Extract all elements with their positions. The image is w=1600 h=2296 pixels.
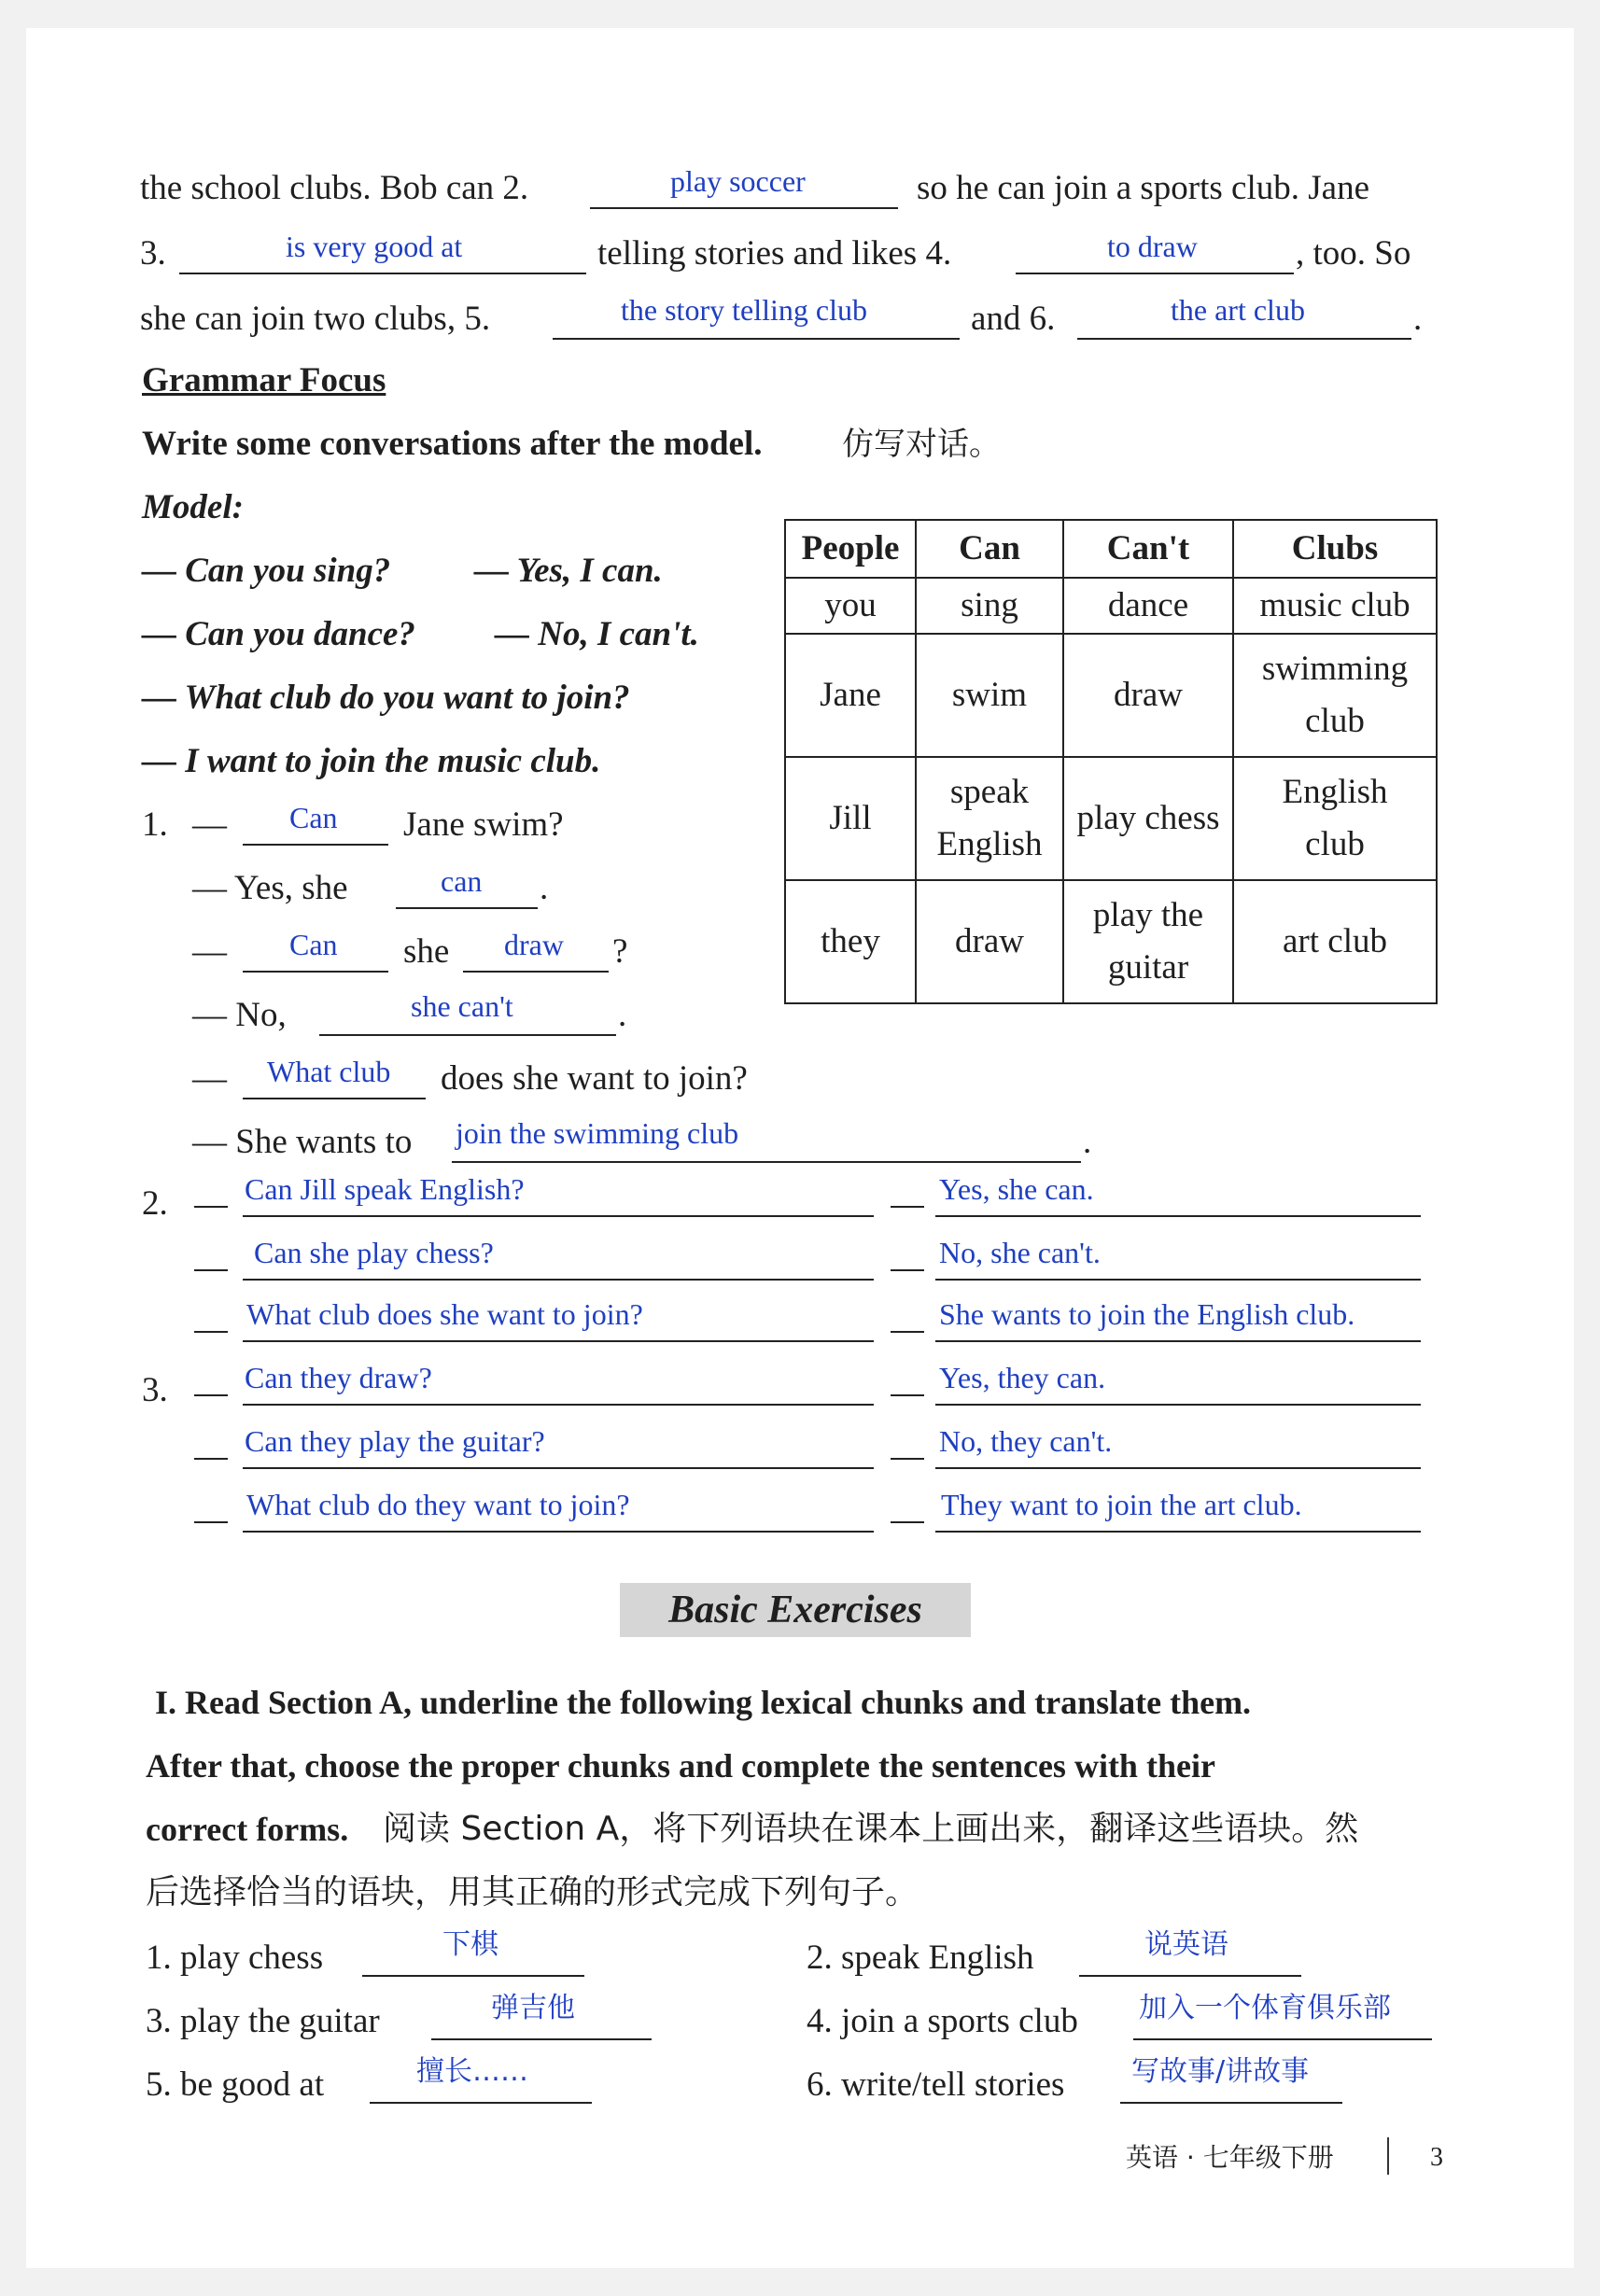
ex1-line3-q: ? [612, 932, 628, 971]
ex1-answer-4: draw [504, 928, 564, 961]
ex1-line6-dot: . [1083, 1123, 1092, 1161]
model-q1: — Can you sing? [142, 552, 391, 590]
passage-line1-b: so he can join a sports club. Jane [917, 169, 1369, 207]
answer-3: is very good at [286, 230, 463, 263]
chunk-blank-2[interactable] [1079, 1975, 1301, 1977]
model-a1: — Yes, I can. [474, 552, 663, 590]
chunk-answer-1: 下棋 [442, 1928, 498, 1961]
table-cell: music club [1233, 578, 1437, 634]
model-a2: — No, I can't. [495, 615, 699, 653]
ex3-question-1: Can they draw? [245, 1361, 432, 1394]
ex1-dash-5: — [192, 1059, 227, 1098]
ex2-dash [194, 1206, 228, 1208]
chunk-item-1: 1. play chess [146, 1939, 324, 1977]
ex3-dash [194, 1458, 228, 1460]
grammar-instruction-en: Write some conversations after the model. [142, 425, 763, 463]
ex2-q-line-1[interactable] [243, 1215, 874, 1217]
ex2-answer-1: Yes, she can. [939, 1172, 1094, 1206]
chunk-blank-5[interactable] [370, 2102, 592, 2104]
ex2-answer-2: No, she can't. [939, 1236, 1101, 1269]
ex3-question-3: What club do they want to join? [246, 1488, 630, 1521]
ex2-a-line-1[interactable] [935, 1215, 1421, 1217]
model-a3: — I want to join the music club. [142, 742, 601, 780]
ex2-dash [891, 1206, 924, 1208]
ex3-q-line-3[interactable] [243, 1531, 874, 1533]
table-cell: draw [1063, 634, 1233, 757]
table-cell: swim [916, 634, 1063, 757]
table-cell: art club [1233, 880, 1437, 1003]
basic-instruction-1: I. Read Section A, underline the following lexical chunks and translate them. [155, 1684, 1252, 1721]
ex2-dash [891, 1269, 924, 1271]
ex1-line2-dot: . [540, 869, 549, 907]
ex2-question-2: Can she play chess? [254, 1236, 494, 1269]
table-cell: they [785, 880, 916, 1003]
chunk-blank-6[interactable] [1120, 2102, 1342, 2104]
ex1-number: 1. [142, 805, 168, 844]
ex1-line1-text: Jane swim? [403, 805, 564, 844]
ex1-dash: — [192, 805, 227, 844]
table-cell: you [785, 578, 916, 634]
passage-line1-a: the school clubs. Bob can 2. [140, 169, 529, 207]
ex2-dash [891, 1331, 924, 1333]
table-cell: swimming club [1233, 634, 1437, 757]
ex2-question-1: Can Jill speak English? [245, 1172, 525, 1206]
table-cell: speak English [916, 757, 1063, 880]
chunk-item-2: 2. speak English [807, 1939, 1034, 1977]
ex3-dash [891, 1458, 924, 1460]
table-row [785, 880, 1437, 1003]
ex3-dash [194, 1394, 228, 1396]
table-cell: play the guitar [1063, 880, 1233, 1003]
basic-instruction-4: 后选择恰当的语块，用其正确的形式完成下列句子。 [146, 1873, 919, 1911]
ex1-blank-2[interactable] [396, 907, 538, 909]
table-row [785, 757, 1437, 880]
ex2-dash [194, 1269, 228, 1271]
ex1-blank-6[interactable] [243, 1098, 426, 1099]
table-header-cell: Can't [1063, 520, 1233, 578]
chunk-item-6: 6. write/tell stories [807, 2065, 1065, 2104]
ex1-line2-text: — Yes, she [192, 869, 348, 907]
ex1-blank-4[interactable] [463, 971, 609, 973]
blank-3[interactable] [179, 273, 586, 274]
basic-exercises-banner: Basic Exercises [620, 1583, 971, 1637]
ex1-blank-7[interactable] [452, 1161, 1081, 1163]
ex1-dash-3: — [192, 932, 227, 971]
ex1-line6-text: — She wants to [192, 1123, 413, 1161]
table-cell: English club [1233, 757, 1437, 880]
passage-period: . [1413, 300, 1423, 338]
answer-4: to draw [1107, 230, 1198, 263]
ex3-q-line-2[interactable] [243, 1467, 874, 1469]
answer-2: play soccer [670, 164, 806, 198]
model-q2: — Can you dance? [142, 615, 415, 653]
ex2-q-line-2[interactable] [243, 1279, 874, 1281]
table-row [785, 578, 1437, 634]
table-header-row [785, 520, 1437, 578]
ex1-line5-text: does she want to join? [441, 1059, 748, 1098]
ex1-answer-7: join the swimming club [456, 1116, 739, 1150]
ex1-line3-text: she [403, 932, 450, 971]
ex3-a-line-3[interactable] [935, 1531, 1421, 1533]
ex3-dash [891, 1394, 924, 1396]
ex2-a-line-3[interactable] [935, 1340, 1421, 1342]
table-header-cell: People [785, 520, 916, 578]
chunk-answer-3: 弹吉他 [491, 1992, 575, 2024]
chunk-answer-2: 说英语 [1144, 1928, 1228, 1961]
blank-5[interactable] [553, 338, 960, 340]
clubs-table [784, 519, 1438, 1004]
table-cell: Jane [785, 634, 916, 757]
grammar-instruction-zh: 仿写对话。 [842, 426, 1001, 463]
chunk-item-3: 3. play the guitar [146, 2002, 380, 2040]
ex3-dash [194, 1521, 228, 1523]
ex1-blank-3[interactable] [243, 971, 388, 973]
footer-page-number: 3 [1430, 2143, 1443, 2172]
basic-instruction-3a: correct forms. [146, 1811, 349, 1848]
ex1-answer-1: Can [289, 801, 338, 834]
footer-book-title: 英语 · 七年级下册 [1126, 2142, 1334, 2173]
passage-line2-a: 3. [140, 234, 166, 273]
ex2-dash [194, 1331, 228, 1333]
grammar-heading: Grammar Focus [142, 361, 386, 399]
answer-5: the story telling club [621, 293, 867, 327]
blank-2[interactable] [590, 207, 898, 209]
table-header-cell: Clubs [1233, 520, 1437, 578]
passage-line2-c: , too. So [1296, 234, 1411, 273]
blank-6[interactable] [1077, 338, 1411, 340]
ex3-question-2: Can they play the guitar? [245, 1424, 545, 1458]
ex2-q-line-3[interactable] [243, 1340, 874, 1342]
ex1-answer-3: Can [289, 928, 338, 961]
ex1-line4-text: — No, [192, 996, 287, 1034]
chunk-blank-1[interactable] [362, 1975, 584, 1977]
model-q3: — What club do you want to join? [142, 679, 630, 717]
passage-line3-b: and 6. [971, 300, 1056, 338]
chunk-item-5: 5. be good at [146, 2065, 325, 2104]
footer-divider [1387, 2137, 1389, 2175]
chunk-blank-3[interactable] [431, 2038, 652, 2040]
table-cell: sing [916, 578, 1063, 634]
ex3-a-line-2[interactable] [935, 1467, 1421, 1469]
chunk-blank-4[interactable] [1133, 2038, 1432, 2040]
ex3-answer-2: No, they can't. [939, 1424, 1113, 1458]
ex3-answer-1: Yes, they can. [939, 1361, 1106, 1394]
ex3-q-line-1[interactable] [243, 1404, 874, 1406]
ex3-dash [891, 1521, 924, 1523]
ex1-answer-2: can [441, 864, 483, 898]
passage-line2-b: telling stories and likes 4. [597, 234, 952, 273]
table-cell: Jill [785, 757, 916, 880]
table-cell: dance [1063, 578, 1233, 634]
answer-6: the art club [1171, 293, 1305, 327]
chunk-answer-4: 加入一个体育俱乐部 [1139, 1992, 1391, 2024]
ex1-answer-5: she can't [411, 989, 513, 1023]
ex1-blank-5[interactable] [319, 1034, 616, 1036]
passage-line3-a: she can join two clubs, 5. [140, 300, 491, 338]
table-cell: play chess [1063, 757, 1233, 880]
chunk-item-4: 4. join a sports club [807, 2002, 1078, 2040]
ex3-answer-3: They want to join the art club. [941, 1488, 1302, 1521]
ex2-a-line-2[interactable] [935, 1279, 1421, 1281]
ex3-number: 3. [142, 1371, 168, 1409]
ex2-question-3: What club does she want to join? [246, 1297, 643, 1331]
chunk-answer-6: 写故事/讲故事 [1131, 2055, 1310, 2088]
ex1-answer-6: What club [267, 1055, 391, 1088]
table-header-cell: Can [916, 520, 1063, 578]
blank-4[interactable] [1016, 273, 1294, 274]
ex3-a-line-1[interactable] [935, 1404, 1421, 1406]
basic-instruction-3b: 阅读 Section A，将下列语块在课本上画出来，翻译这些语块。然 [383, 1810, 1359, 1848]
model-label: Model: [142, 488, 244, 526]
ex1-blank-1[interactable] [243, 844, 388, 846]
basic-instruction-2: After that, choose the proper chunks and complete the sentences with their [146, 1747, 1215, 1785]
ex2-answer-3: She wants to join the English club. [939, 1297, 1355, 1331]
chunk-answer-5: 擅长…… [416, 2055, 528, 2088]
table-row [785, 634, 1437, 757]
table-cell: draw [916, 880, 1063, 1003]
ex1-line4-dot: . [618, 996, 627, 1034]
ex2-number: 2. [142, 1184, 168, 1223]
